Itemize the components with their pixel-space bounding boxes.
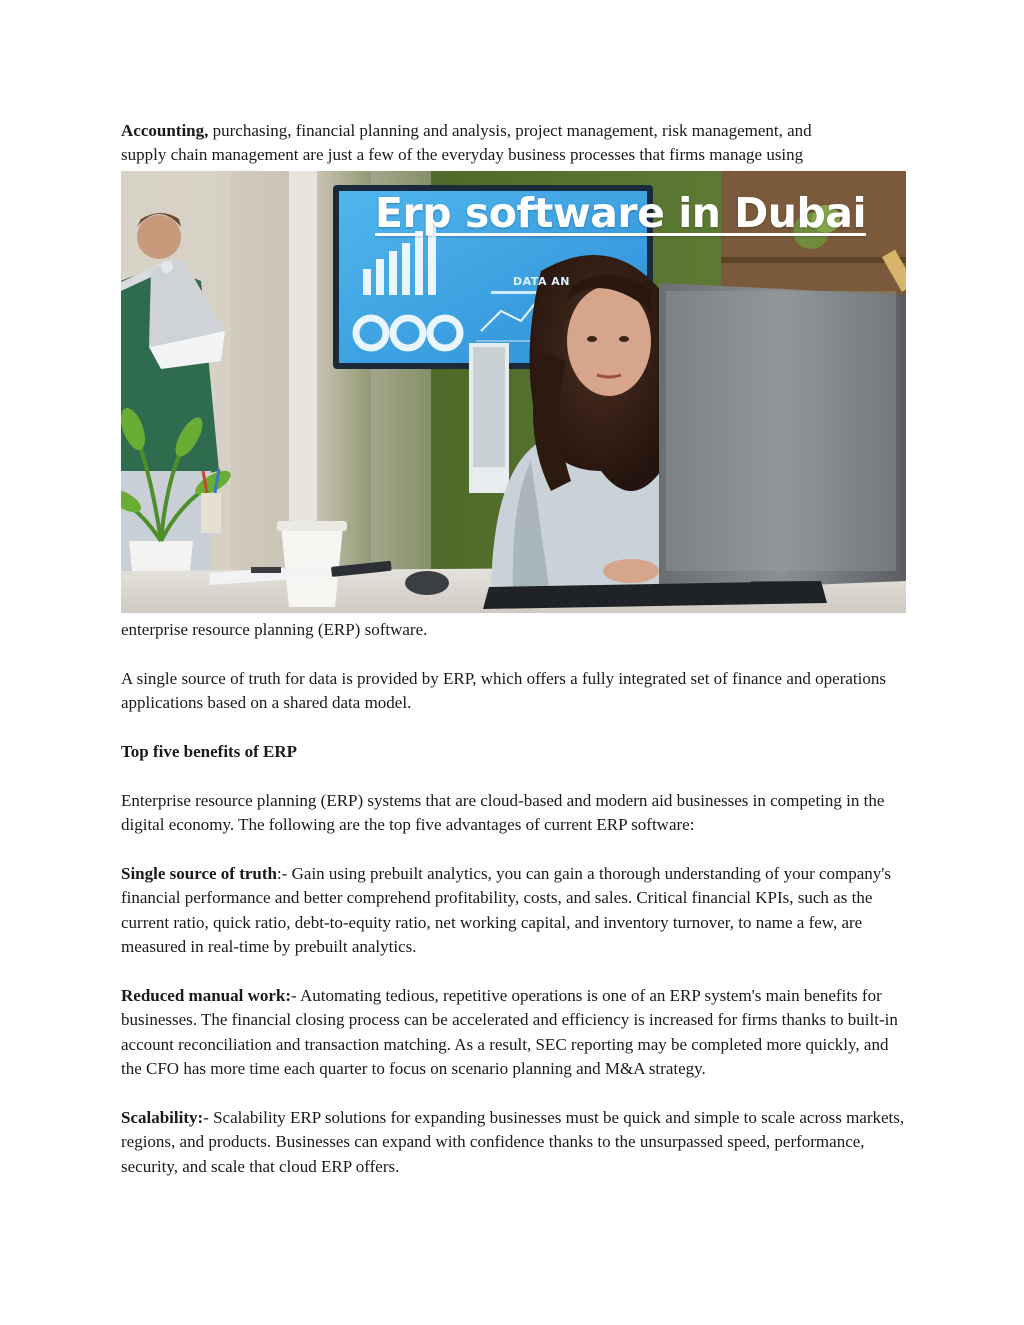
hero-image-title: Erp software in Dubai xyxy=(375,188,867,237)
benefit-scalability xyxy=(121,1106,911,1179)
truth-source-paragraph: A single source of truth for data is provided by ERP, which offers a fully integrated set of finance and operations applications based on a shared data model. xyxy=(121,668,886,713)
intro-line3: enterprise resource planning (ERP) software. xyxy=(121,619,428,639)
benefit-reduced-manual-work xyxy=(121,984,911,1082)
benefits-intro-paragraph: Enterprise resource planning (ERP) systems that are cloud-based and modern aid businesses in competing in the digital economy. The following are the top five advantages of current ERP software: xyxy=(121,790,885,835)
benefit-text: - Scalability ERP solutions for expanding businesses must be quick and simple to scale across markets, regions, and products. Businesses can expand with confidence thanks to the unsurpassed speed, performance, security, and scale that cloud ERP offers. xyxy=(121,1107,905,1176)
benefit-single-source xyxy=(121,862,911,960)
intro-line2: supply chain management are just a few of the everyday business processes that firms manage using xyxy=(121,145,804,165)
office-scene-illustration xyxy=(121,171,906,613)
section-heading: Top five benefits of ERP xyxy=(121,741,297,761)
intro-line1: purchasing, financial planning and analysis, project management, risk management, and xyxy=(208,121,812,140)
benefit-text: :- Gain using prebuilt analytics, you can gain a thorough understanding of your company's financial performance and better comprehend profitability, costs, and sales. Critical financial KPIs, such as the current ratio, quick ratio, debt-to-equity ratio, net working capital, and inventory turnover, to name a few, are measured in real-time by prebuilt analytics. xyxy=(121,863,891,957)
benefit-title: Reduced manual work: xyxy=(121,985,292,1005)
hero-photo xyxy=(121,171,906,613)
benefit-title: Scalability: xyxy=(121,1107,204,1127)
intro-paragraph xyxy=(121,119,911,168)
tv-screen-label: DATA AN xyxy=(513,274,571,288)
document-page xyxy=(121,119,911,1179)
intro-bold-term: Accounting, xyxy=(121,121,209,140)
benefit-title: Single source of truth xyxy=(121,863,277,883)
benefit-text: - Automating tedious, repetitive operations is one of an ERP system's main benefits for businesses. The financial closing process can be accelerated and efficiency is increased for firms thanks to built-in account reconciliation and transaction matching. As a result, SEC reporting may be completed more quickly, and the CFO has more time each quarter to focus on scenario planning and M&A strategy. xyxy=(121,985,898,1079)
